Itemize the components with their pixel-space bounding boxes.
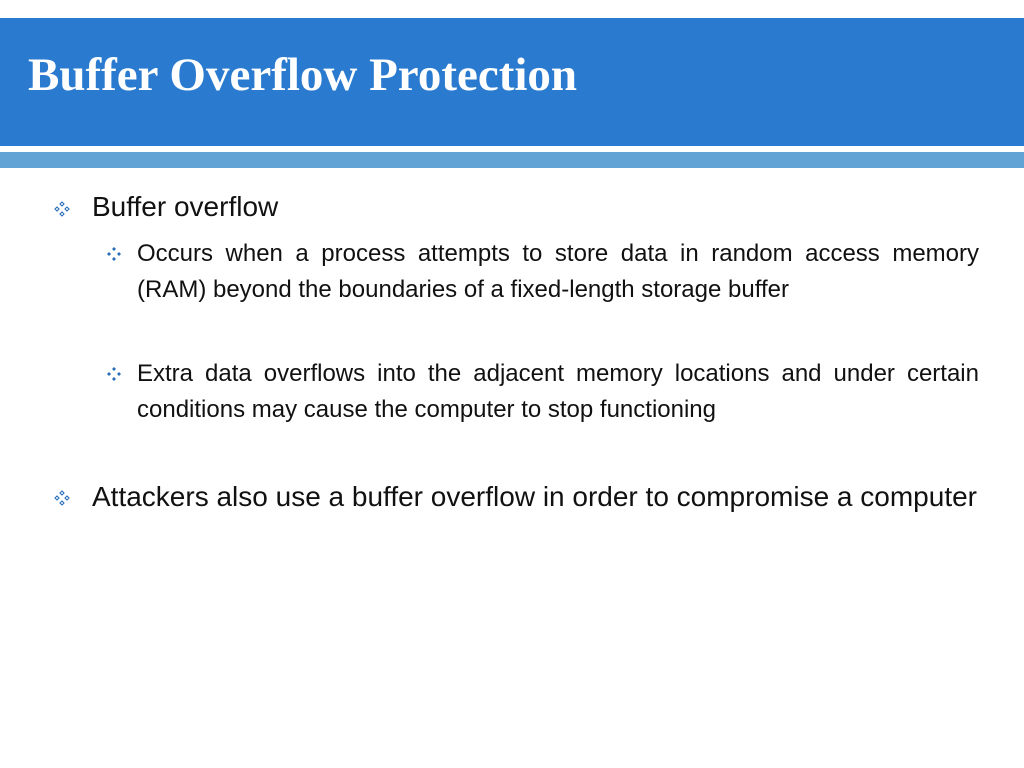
four-diamond-bullet-icon [106, 366, 122, 382]
four-diamond-bullet-icon [54, 201, 70, 217]
sub-bullet-point-1: Occurs when a process attempts to store data in random access memory (RAM) beyond the boundaries of a fixed-length storage buffer [137, 240, 979, 303]
bullet-point-2: Attackers also use a buffer overflow in order to compromise a computer [92, 481, 977, 512]
four-diamond-bullet-icon [54, 490, 70, 506]
bullet-point-1: Buffer overflow [92, 191, 279, 222]
slide-title: Buffer Overflow Protection [28, 49, 578, 101]
four-diamond-bullet-icon [106, 246, 122, 262]
sub-bullet-point-2: Extra data overflows into the adjacent memory locations and under certain conditions may cause the computer to stop functioning [137, 360, 979, 423]
